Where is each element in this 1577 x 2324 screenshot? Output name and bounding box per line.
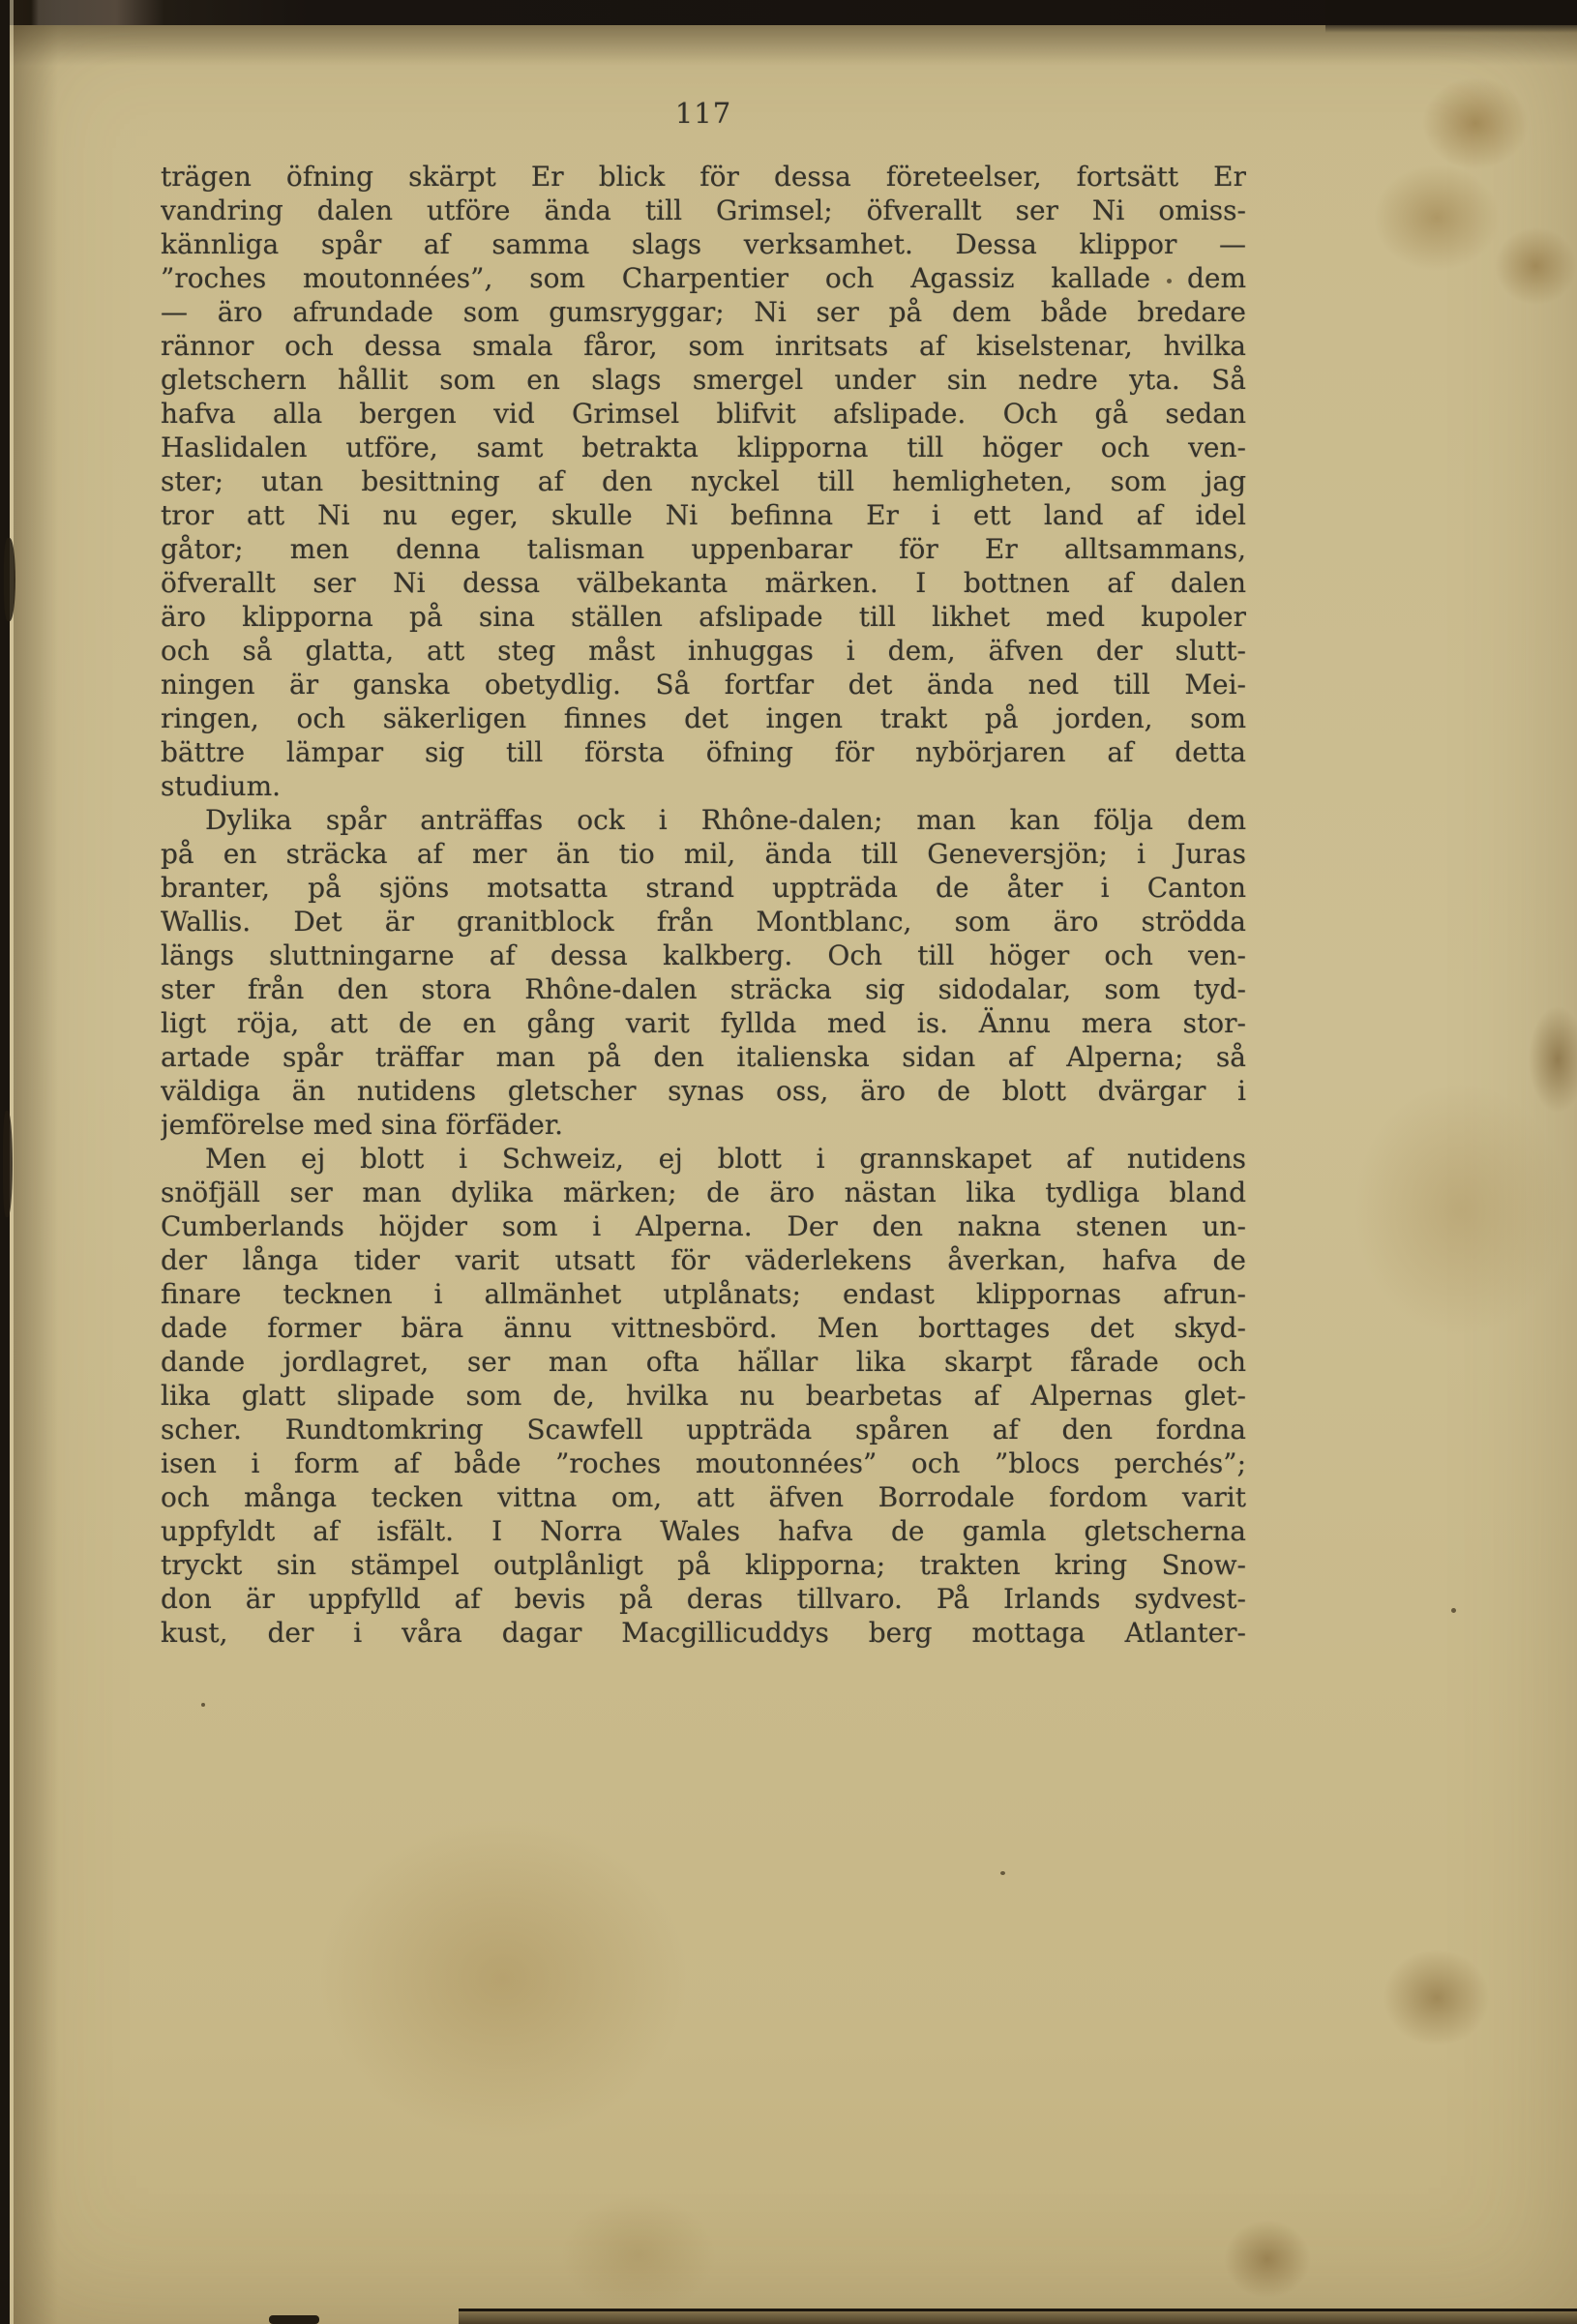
text-line: isen i form af både ”roches moutonnées” och ”blocs perchés”; — [161, 1447, 1246, 1479]
text-line: Haslidalen utföre, samt betrakta klipporna till höger och ven- — [161, 432, 1246, 463]
text-line: längs sluttningarne af dessa kalkberg. Och till höger och ven- — [161, 939, 1246, 971]
page-number: 117 — [674, 97, 732, 130]
paragraph — [161, 803, 1246, 1142]
text-line: hafva alla bergen vid Grimsel blifvit afslipade. Och gå sedan — [161, 398, 1246, 430]
text-line: bättre lämpar sig till första öfning för nybörjaren af detta — [161, 736, 1246, 768]
scan-edge-top-right — [1325, 0, 1577, 33]
text-line: snöfjäll ser man dylika märken; de äro nästan lika tydliga bland — [161, 1177, 1246, 1208]
text-line: Cumberlands höjder som i Alperna. Der den nakna stenen un- — [161, 1210, 1246, 1242]
paper-stain — [1224, 2220, 1311, 2298]
text-line: tryckt sin stämpel outplånligt på klipporna; trakten kring Snow- — [161, 1549, 1246, 1581]
text-line: scher. Rundtomkring Scawfell uppträda spåren af den fordna — [161, 1414, 1246, 1445]
paper-stain — [1422, 77, 1529, 169]
text-line: der långa tider varit utsatt för väderlekens åverkan, hafva de — [161, 1244, 1246, 1276]
text-line: gåtor; men denna talisman uppenbarar för Er alltsammans, — [161, 533, 1246, 565]
paper-speck — [201, 1703, 205, 1707]
scan-edge-bottom-mark — [269, 2315, 319, 2324]
text-line: och många tecken vittna om, att äfven Borrodale fordom varit — [161, 1481, 1246, 1513]
text-line: don är uppfylld af bevis på deras tillvaro. På Irlands sydvest- — [161, 1583, 1246, 1615]
text-line: gletschern hållit som en slags smergel under sin nedre yta. Så — [161, 364, 1246, 396]
text-block — [161, 97, 1246, 1650]
paper-stain — [319, 1819, 687, 2138]
paragraphs — [161, 160, 1246, 1650]
text-line: äro klipporna på sina ställen afslipade till likhet med kupoler — [161, 601, 1246, 633]
text-line: artade spår träffar man på den italienska sidan af Alperna; så — [161, 1041, 1246, 1073]
paper-stain — [1529, 1006, 1577, 1113]
scan-edge-notch — [4, 538, 15, 621]
text-line: ster; utan besittning af den nyckel till hemligheten, som jag — [161, 465, 1246, 497]
paper-stain — [1374, 164, 1500, 271]
text-line: på en sträcka af mer än tio mil, ända till Geneversjön; i Juras — [161, 838, 1246, 870]
text-line: ”roches moutonnées”, som Charpentier och Agassiz kallade dem — [161, 262, 1246, 294]
text-line: och så glatta, att steg måst inhuggas i dem, äfven der slutt- — [161, 635, 1246, 667]
text-line: Wallis. Det är granitblock från Montblanc, som äro strödda — [161, 906, 1246, 938]
text-line: ningen är ganska obetydlig. Så fortfar det ända ned till Mei- — [161, 669, 1246, 700]
text-line: studium. — [161, 770, 282, 802]
text-line: ster från den stora Rhône-dalen sträcka sig sidodalar, som tyd- — [161, 973, 1246, 1005]
text-line: trägen öfning skärpt Er blick för dessa företeelser, fortsätt Er — [161, 161, 1246, 193]
text-line: vandring dalen utföre ända till Grimsel; öfverallt ser Ni omiss- — [161, 194, 1246, 226]
text-line: dade former bära ännu vittnesbörd. Men borttages det skyd- — [161, 1312, 1246, 1344]
paragraph — [161, 1142, 1246, 1650]
text-line: Dylika spår anträffas ock i Rhône-dalen; man kan följa dem — [205, 804, 1246, 836]
text-line: lika glatt slipade som de, hvilka nu bearbetas af Alpernas glet- — [161, 1380, 1246, 1412]
text-line: ligt röja, att de en gång varit fyllda med is. Ännu mera stor- — [161, 1007, 1246, 1039]
paper-speck — [1000, 1871, 1005, 1875]
paper-stain — [1384, 1950, 1490, 2046]
text-line: dande jordlagret, ser man ofta hällar lika skarpt fårade och — [161, 1346, 1246, 1378]
text-line: jemförelse med sina förfäder. — [161, 1109, 564, 1141]
paper-stain — [1495, 227, 1577, 305]
text-line: branter, på sjöns motsatta strand uppträda de åter i Canton — [161, 872, 1246, 904]
text-line: uppfyldt af isfält. I Norra Wales hafva de gamla gletscherna — [161, 1515, 1246, 1547]
paper-stain — [1354, 1084, 1567, 1335]
paper-stain — [561, 2196, 716, 2312]
scan-edge-notch — [3, 1111, 13, 1217]
text-line: öfverallt ser Ni dessa välbekanta märken. I bottnen af dalen — [161, 567, 1246, 599]
scan-edge-left-shadow — [14, 0, 58, 2324]
text-line: kännliga spår af samma slags verksamhet. Dessa klippor — — [161, 228, 1246, 260]
text-line: väldiga än nutidens gletscher synas oss, äro de blott dvärgar i — [161, 1075, 1246, 1107]
text-line: tror att Ni nu eger, skulle Ni befinna Er i ett land af idel — [161, 499, 1246, 531]
text-line: rännor och dessa smala fåror, som inritsats af kiselstenar, hvilka — [161, 330, 1246, 362]
scan-edge-bottom-strip — [459, 2311, 1577, 2324]
paper-speck — [1451, 1608, 1456, 1613]
text-line: kust, der i våra dagar Macgillicuddys berg mottaga Atlanter- — [161, 1617, 1246, 1649]
text-line: ringen, och säkerligen finnes det ingen trakt på jorden, som — [161, 702, 1246, 734]
text-line: finare tecknen i allmänhet utplånats; endast klippornas afrun- — [161, 1278, 1246, 1310]
paragraph — [161, 160, 1246, 803]
text-line: — äro afrundade som gumsryggar; Ni ser på dem både bredare — [161, 296, 1246, 328]
text-line: Men ej blott i Schweiz, ej blott i grannskapet af nutidens — [205, 1143, 1246, 1175]
